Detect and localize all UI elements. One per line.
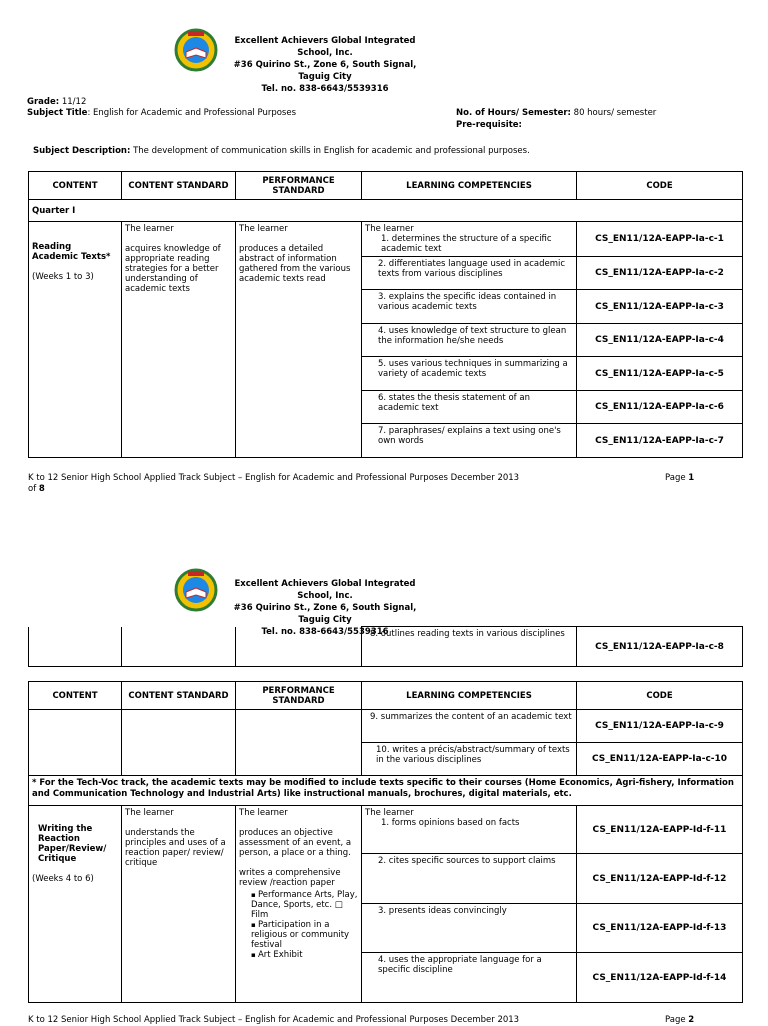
code-cell: CS_EN11/12A-EAPP-Ia-c-8 (577, 627, 743, 667)
school-seal-icon (174, 28, 218, 72)
col-performance-standard: PERFORMANCE STANDARD (236, 172, 362, 200)
col-content-standard: CONTENT STANDARD (122, 172, 236, 200)
footer-page1: K to 12 Senior High School Applied Track Subject – English for Academic and Professional Purposes December 2013 of 8 (28, 473, 520, 494)
subject-line: Subject Title: English for Academic and Professional Purposes (27, 108, 297, 118)
col-content-standard: CONTENT STANDARD (122, 682, 236, 710)
code-cell: CS_EN11/12A-EAPP-Ia-c-5 (577, 357, 743, 391)
curriculum-table-page1 (28, 171, 743, 458)
code-cell: CS_EN11/12A-EAPP-Ia-c-10 (577, 743, 743, 776)
empty-cell (122, 627, 236, 667)
code-cell: CS_EN11/12A-EAPP-Id-f-12 (577, 854, 743, 904)
school-name: Excellent Achievers Global Integrated School, Inc. (234, 579, 416, 601)
content-cell: Writing the Reaction Paper/Review/ Critique (Weeks 4 to 6) (29, 806, 122, 1003)
school-tel: Tel. no. 838-6643/5539316 (261, 84, 389, 94)
school-address: #36 Quirino St., Zone 6, South Signal, Taguig City (233, 603, 417, 625)
page-gap (0, 520, 768, 550)
code-cell: CS_EN11/12A-EAPP-Ia-c-1 (577, 222, 743, 257)
code-cell: CS_EN11/12A-EAPP-Ia-c-6 (577, 391, 743, 424)
code-cell: CS_EN11/12A-EAPP-Ia-c-7 (577, 424, 743, 458)
col-content: CONTENT (29, 172, 122, 200)
school-seal-icon (174, 568, 218, 612)
competency-row: 3. presents ideas convincingly (362, 904, 577, 953)
content-standard-cell: The learner understands the principles and uses of a reaction paper/ review/ critique (122, 806, 236, 1003)
prereq-line: Pre-requisite: (456, 120, 522, 130)
list-item: ▪ Art Exhibit (251, 950, 358, 960)
content-standard-cell: The learner acquires knowledge of appropriate reading strategies for a better understanding of academic texts (122, 222, 236, 458)
list-item: ▪ Participation in a religious or community festival (251, 920, 358, 950)
school-address: #36 Quirino St., Zone 6, South Signal, Taguig City (233, 60, 417, 82)
curriculum-table-page2 (28, 681, 743, 1003)
competency-row: 6. states the thesis statement of an academic text (362, 391, 577, 424)
code-cell: CS_EN11/12A-EAPP-Ia-c-3 (577, 290, 743, 324)
performance-list (239, 890, 358, 960)
curriculum-table-continuation (28, 626, 743, 667)
subject-description: Subject Description: The development of communication skills in English for academic and professional purposes. (33, 146, 530, 156)
empty-cell (29, 627, 122, 667)
page-number-2: Page 2 (665, 1015, 695, 1025)
content-cell: Reading Academic Texts* (Weeks 1 to 3) (29, 222, 122, 458)
competency-row: The learner 1. forms opinions based on facts (362, 806, 577, 854)
competency-row: 10. writes a précis/abstract/summary of texts in the various disciplines (362, 743, 577, 776)
empty-cell (236, 627, 362, 667)
col-performance-standard: PERFORMANCE STANDARD (236, 682, 362, 710)
performance-standard-cell: The learner produces a detailed abstract of information gathered from the various academic texts read (236, 222, 362, 458)
code-cell: CS_EN11/12A-EAPP-Id-f-11 (577, 806, 743, 854)
col-learning-competencies: LEARNING COMPETENCIES (362, 172, 577, 200)
hours-line: No. of Hours/ Semester: 80 hours/ semester (456, 108, 657, 118)
col-content: CONTENT (29, 682, 122, 710)
empty-cell (29, 710, 122, 776)
competency-row: 3. explains the specific ideas contained in various academic texts (362, 290, 577, 324)
competency-row: 7. paraphrases/ explains a text using one's own words (362, 424, 577, 458)
competency-row: 4. uses the appropriate language for a specific discipline (362, 953, 577, 1003)
col-code: CODE (577, 682, 743, 710)
code-cell: CS_EN11/12A-EAPP-Ia-c-2 (577, 257, 743, 290)
empty-cell (122, 710, 236, 776)
competency-row: 4. uses knowledge of text structure to glean the information he/she needs (362, 324, 577, 357)
grade-line: Grade: 11/12 (27, 97, 87, 107)
code-cell: CS_EN11/12A-EAPP-Id-f-13 (577, 904, 743, 953)
competency-row: 2. differentiates language used in academic texts from various disciplines (362, 257, 577, 290)
school-name: Excellent Achievers Global Integrated School, Inc. (234, 36, 416, 58)
school-tel: Tel. no. 838-6643/5539316 (261, 627, 389, 637)
page-number-1: Page 1 (665, 473, 695, 483)
quarter-label: Quarter I (29, 200, 743, 222)
footer-page2: K to 12 Senior High School Applied Track Subject – English for Academic and Professional Purposes December 2013 (28, 1015, 520, 1025)
code-cell: CS_EN11/12A-EAPP-Ia-c-4 (577, 324, 743, 357)
col-learning-competencies: LEARNING COMPETENCIES (362, 682, 577, 710)
performance-standard-cell: The learner produces an objective assessment of an event, a person, a place or a thing. writes a comprehensive review /reaction paper ▪ Performance Arts, Play, Dance, Sports, etc. □ Film ▪ Participation in a religious or community festival ▪ Art Exhibit (236, 806, 362, 1003)
competency-row: 2. cites specific sources to support claims (362, 854, 577, 904)
code-cell: CS_EN11/12A-EAPP-Id-f-14 (577, 953, 743, 1003)
tech-voc-note: * For the Tech-Voc track, the academic texts may be modified to include texts specific to their courses (Home Economics, Agri-fishery, Information and Communication Technology and Industrial Arts) like instructional manuals, brochures, digital materials, etc. (29, 776, 743, 806)
list-item: ▪ Performance Arts, Play, Dance, Sports, etc. □ Film (251, 890, 358, 920)
col-code: CODE (577, 172, 743, 200)
competency-row: 5. uses various techniques in summarizing a variety of academic texts (362, 357, 577, 391)
empty-cell (236, 710, 362, 776)
competency-row: 8. outlines reading texts in various disciplines (362, 627, 577, 667)
code-cell: CS_EN11/12A-EAPP-Ia-c-9 (577, 710, 743, 743)
competency-row: The learner 1. determines the structure of a specific academic text (362, 222, 577, 257)
competency-row: 9. summarizes the content of an academic text (362, 710, 577, 743)
